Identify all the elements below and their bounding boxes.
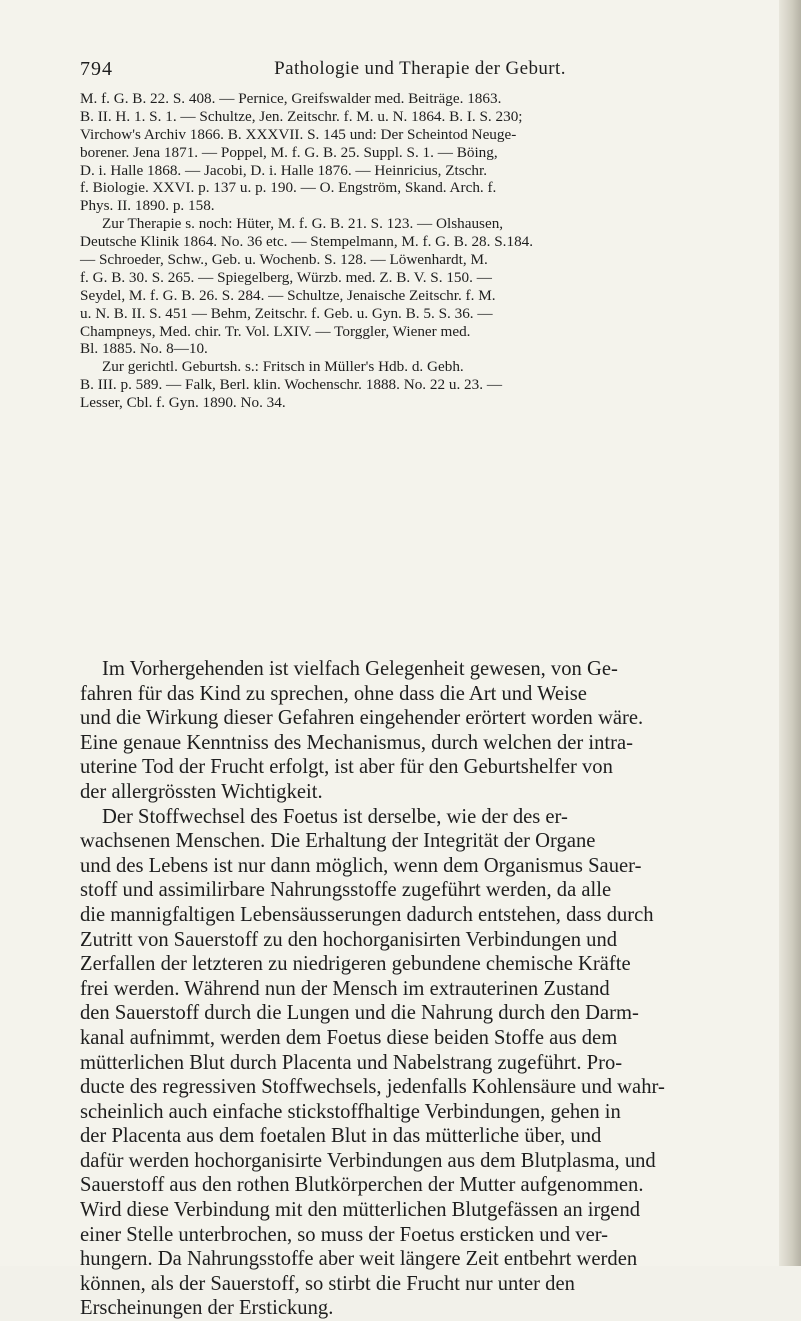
reference-line: D. i. Halle 1868. — Jacobi, D. i. Halle 1876. — Heinricius, Ztschr. — [80, 161, 488, 179]
references-block — [80, 90, 756, 412]
body-line: wachsenen Menschen. Die Erhaltung der Integrität der Organe — [80, 830, 596, 853]
body-line: kanal aufnimmt, werden dem Foetus diese beiden Stoffe aus dem — [80, 1026, 618, 1049]
reference-line: f. G. B. 30. S. 265. — Spiegelberg, Würzb. med. Z. B. V. S. 150. — — [80, 268, 492, 286]
reference-line: borener. Jena 1871. — Poppel, M. f. G. B. 25. Suppl. S. 1. — Böing, — [80, 143, 498, 161]
page-header — [80, 58, 760, 82]
body-line: fahren für das Kind zu sprechen, ohne dass die Art und Weise — [80, 682, 587, 705]
body-line: und die Wirkung dieser Gefahren eingehender erörtert worden wäre. — [80, 707, 644, 730]
body-line: Eine genaue Kenntniss des Mechanismus, durch welchen der intra- — [80, 731, 633, 754]
reference-line: Zur Therapie s. noch: Hüter, M. f. G. B. 21. S. 123. — Olshausen, — [102, 215, 504, 233]
page-number: 794 — [80, 58, 113, 80]
body-line: stoff und assimilirbare Nahrungsstoffe zugeführt werden, da alle — [80, 879, 612, 902]
body-line: Im Vorhergehenden ist vielfach Gelegenheit gewesen, von Ge- — [102, 658, 618, 680]
body-line: Zutritt von Sauerstoff zu den hochorganisirten Verbindungen und — [80, 928, 618, 951]
body-line: der Placenta aus dem foetalen Blut in das mütterliche über, und — [80, 1125, 602, 1148]
body-line: Sauerstoff aus den rothen Blutkörperchen der Mutter aufgenommen. — [80, 1174, 644, 1197]
reference-line: Phys. II. 1890. p. 158. — [80, 197, 215, 215]
body-line: können, als der Sauerstoff, so stirbt die Frucht nur unter den — [80, 1272, 575, 1295]
body-line: den Sauerstoff durch die Lungen und die Nahrung durch den Darm- — [80, 1002, 639, 1025]
body-line: mütterlichen Blut durch Placenta und Nabelstrang zugeführt. Pro- — [80, 1051, 623, 1074]
reference-line: f. Biologie. XXVI. p. 137 u. p. 190. — O. Engström, Skand. Arch. f. — [80, 179, 497, 197]
body-line: frei werden. Während nun der Mensch im extrauterinen Zustand — [80, 977, 610, 1000]
body-line: einer Stelle unterbrochen, so muss der Foetus ersticken und ver- — [80, 1223, 609, 1246]
reference-line: M. f. G. B. 22. S. 408. — Pernice, Greifswalder med. Beiträge. 1863. — [80, 90, 502, 107]
body-line: uterine Tod der Frucht erfolgt, ist aber für den Geburtshelfer von — [80, 756, 613, 779]
body-line: Der Stoffwechsel des Foetus ist derselbe, wie der des er- — [102, 805, 568, 828]
body-line: hungern. Da Nahrungsstoffe aber weit längere Zeit entbehrt werden — [80, 1248, 638, 1271]
reference-line: B. III. p. 589. — Falk, Berl. klin. Wochenschr. 1888. No. 22 u. 23. — — [80, 376, 503, 394]
body-line: ducte des regressiven Stoffwechsels, jedenfalls Kohlensäure und wahr- — [80, 1076, 665, 1099]
page-edge-shadow — [779, 0, 801, 1266]
reference-line: Bl. 1885. No. 8—10. — [80, 340, 208, 358]
reference-line: Deutsche Klinik 1864. No. 36 etc. — Stempelmann, M. f. G. B. 28. S.184. — [80, 233, 534, 251]
body-line: Erscheinungen der Erstickung. — [80, 1297, 334, 1320]
reference-line: — Schroeder, Schw., Geb. u. Wochenb. S. 128. — Löwenhardt, M. — [80, 251, 488, 269]
body-text — [80, 657, 762, 1321]
reference-line: Zur gerichtl. Geburtsh. s.: Fritsch in Müller's Hdb. d. Gebh. — [102, 358, 464, 376]
body-line: dafür werden hochorganisirte Verbindungen aus dem Blutplasma, und — [80, 1149, 656, 1172]
body-line: Wird diese Verbindung mit den mütterlichen Blutgefässen an irgend — [80, 1199, 641, 1222]
body-line: die mannigfaltigen Lebensäusserungen dadurch entstehen, dass durch — [80, 903, 654, 926]
reference-line: Champneys, Med. chir. Tr. Vol. LXIV. — Torggler, Wiener med. — [80, 322, 471, 340]
body-line: Zerfallen der letzteren zu niedrigeren gebundene chemische Kräfte — [80, 953, 631, 976]
reference-line: B. II. H. 1. S. 1. — Schultze, Jen. Zeitschr. f. M. u. N. 1864. B. I. S. 230; — [80, 107, 523, 125]
body-line: der allergrössten Wichtigkeit. — [80, 780, 323, 803]
body-line: und des Lebens ist nur dann möglich, wenn dem Organismus Sauer- — [80, 854, 642, 877]
body-line: scheinlich auch einfache stickstoffhaltige Verbindungen, gehen in — [80, 1100, 621, 1123]
running-title: Pathologie und Therapie der Geburt. — [274, 58, 566, 79]
reference-line: u. N. B. II. S. 451 — Behm, Zeitschr. f. Geb. u. Gyn. B. 5. S. 36. — — [80, 304, 493, 322]
reference-line: Seydel, M. f. G. B. 26. S. 284. — Schultze, Jenaische Zeitschr. f. M. — [80, 286, 496, 304]
reference-line: Lesser, Cbl. f. Gyn. 1890. No. 34. — [80, 394, 286, 412]
reference-line: Virchow's Archiv 1866. B. XXXVII. S. 145 und: Der Scheintod Neuge- — [80, 125, 517, 143]
